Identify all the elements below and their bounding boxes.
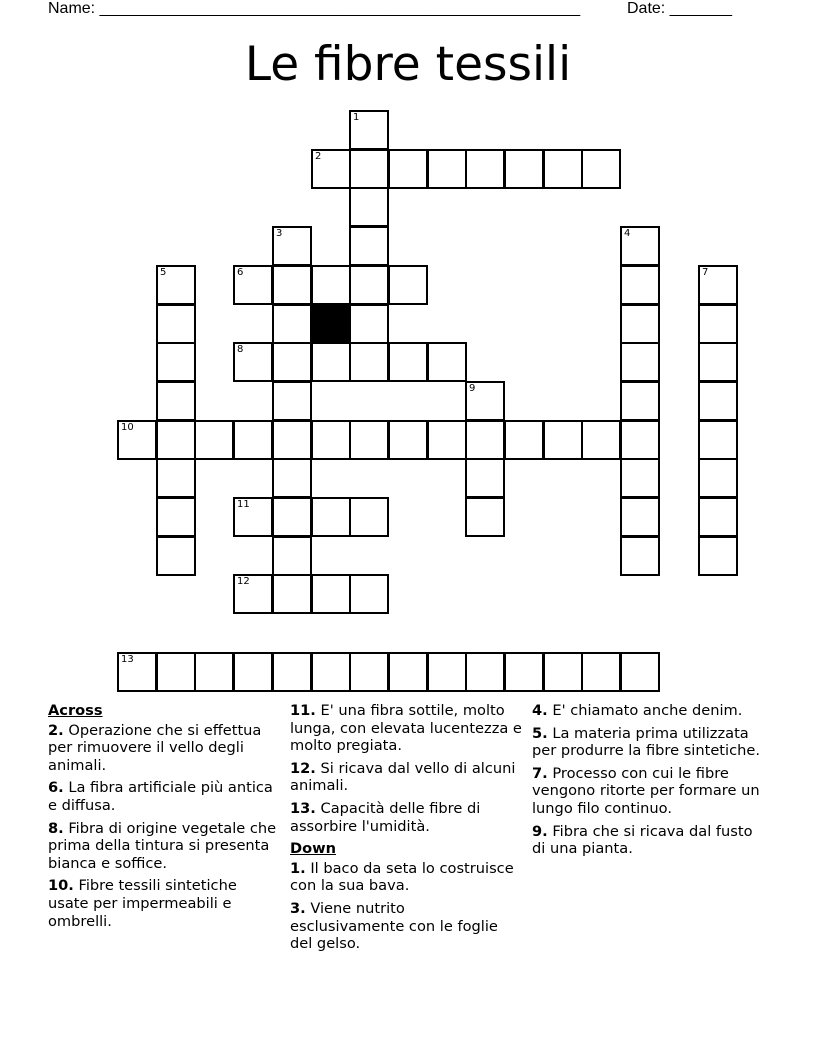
grid-cell[interactable] xyxy=(311,574,351,614)
clue-item-text: La fibra artificiale più antica e diffusa. xyxy=(48,779,273,814)
grid-cell[interactable] xyxy=(620,265,660,305)
clue-item-number: 1. xyxy=(290,859,306,877)
grid-cell[interactable] xyxy=(698,497,738,537)
grid-cell[interactable] xyxy=(194,420,234,460)
grid-cell[interactable] xyxy=(272,342,312,382)
grid-cell[interactable] xyxy=(233,652,273,692)
clue-item-text: E' una fibra sottile, molto lunga, con elevata lucentezza e molto pregiata. xyxy=(290,702,522,755)
grid-cell[interactable] xyxy=(272,420,312,460)
grid-cell[interactable] xyxy=(465,652,505,692)
grid-cell[interactable] xyxy=(233,574,273,614)
clue-item xyxy=(290,900,522,953)
grid-cell[interactable] xyxy=(156,497,196,537)
grid-cell[interactable] xyxy=(349,110,389,150)
grid-cell[interactable] xyxy=(427,342,467,382)
grid-cell[interactable] xyxy=(272,458,312,498)
grid-cell[interactable] xyxy=(581,149,621,189)
across-heading: Across xyxy=(48,702,103,719)
clue-item xyxy=(532,725,764,760)
grid-cell[interactable] xyxy=(427,652,467,692)
grid-cell[interactable] xyxy=(388,420,428,460)
down-clues-list-continued xyxy=(532,702,764,858)
clue-item-number: 10. xyxy=(48,877,74,895)
grid-cell[interactable] xyxy=(272,536,312,576)
across-clues-list xyxy=(48,722,280,931)
clue-item xyxy=(290,702,522,755)
grid-cell[interactable] xyxy=(349,304,389,344)
grid-cell[interactable] xyxy=(620,458,660,498)
clue-number: 7 xyxy=(702,267,709,278)
clue-number: 8 xyxy=(237,344,244,355)
grid-cell[interactable] xyxy=(156,342,196,382)
grid-cell[interactable] xyxy=(620,381,660,421)
grid-cell[interactable] xyxy=(311,497,351,537)
date-field-label: Date: _______ xyxy=(627,0,732,17)
grid-cell[interactable] xyxy=(465,458,505,498)
grid-cell[interactable] xyxy=(698,304,738,344)
grid-cell[interactable] xyxy=(427,149,467,189)
clue-item-text: E' chiamato anche denim. xyxy=(547,702,743,719)
clue-number: 11 xyxy=(237,499,250,510)
grid-cell[interactable] xyxy=(311,265,351,305)
clue-item-number: 12. xyxy=(290,759,316,777)
clue-item-text: La materia prima utilizzata per produrre la fibre sintetiche. xyxy=(532,724,760,760)
grid-cell[interactable] xyxy=(349,226,389,266)
page-title: Le fibre tessili xyxy=(244,37,572,92)
clue-item xyxy=(290,860,522,895)
clue-item xyxy=(532,702,764,720)
grid-cell[interactable] xyxy=(698,458,738,498)
clue-item-text: Fibra di origine vegetale che prima della tintura si presenta bianca e soffice. xyxy=(48,819,277,872)
grid-cell[interactable] xyxy=(349,265,389,305)
clue-item xyxy=(48,820,280,873)
grid-cell[interactable] xyxy=(504,149,544,189)
grid-cell[interactable] xyxy=(311,342,351,382)
grid-cell[interactable] xyxy=(117,652,157,692)
clue-item-number: 5. xyxy=(532,724,548,742)
clue-item-number: 8. xyxy=(48,819,64,837)
grid-cell[interactable] xyxy=(465,149,505,189)
grid-cell[interactable] xyxy=(581,652,621,692)
grid-cell[interactable] xyxy=(620,420,660,460)
clue-item xyxy=(290,800,522,835)
name-field-label: Name: ______________________________________________________ xyxy=(48,0,581,17)
clue-number: 9 xyxy=(469,383,476,394)
grid-cell[interactable] xyxy=(272,304,312,344)
grid-cell[interactable] xyxy=(620,342,660,382)
clue-number: 13 xyxy=(121,654,134,665)
grid-cell[interactable] xyxy=(620,226,660,266)
grid-cell[interactable] xyxy=(156,420,196,460)
grid-cell[interactable] xyxy=(233,420,273,460)
clues-column-2 xyxy=(290,702,522,958)
clue-number: 5 xyxy=(160,267,167,278)
grid-cell[interactable] xyxy=(194,652,234,692)
clue-item xyxy=(290,760,522,795)
clues-column-1 xyxy=(48,702,280,935)
clue-item xyxy=(48,877,280,930)
clue-item-text: Il baco da seta lo costruisce con la sua bava. xyxy=(290,859,514,895)
clue-item xyxy=(48,779,280,814)
grid-cell[interactable] xyxy=(272,497,312,537)
grid-cell[interactable] xyxy=(543,149,583,189)
grid-cell[interactable] xyxy=(698,342,738,382)
grid-cell[interactable] xyxy=(349,342,389,382)
clue-number: 12 xyxy=(237,576,250,587)
clue-number: 10 xyxy=(121,422,134,433)
clue-number: 6 xyxy=(237,267,244,278)
clue-item-number: 9. xyxy=(532,822,548,840)
grid-cell[interactable] xyxy=(388,342,428,382)
grid-cell[interactable] xyxy=(543,652,583,692)
grid-cell[interactable] xyxy=(620,652,660,692)
grid-cell[interactable] xyxy=(156,652,196,692)
across-clues-list-continued xyxy=(290,702,522,835)
clue-item-number: 2. xyxy=(48,721,64,739)
grid-cell[interactable] xyxy=(698,420,738,460)
grid-cell[interactable] xyxy=(698,381,738,421)
grid-cell[interactable] xyxy=(349,149,389,189)
blocked-cell xyxy=(311,304,351,344)
grid-cell[interactable] xyxy=(698,536,738,576)
grid-cell[interactable] xyxy=(156,381,196,421)
grid-cell[interactable] xyxy=(349,574,389,614)
grid-cell[interactable] xyxy=(117,420,157,460)
clue-item-number: 13. xyxy=(290,799,316,817)
grid-cell[interactable] xyxy=(233,342,273,382)
clue-number: 1 xyxy=(353,112,360,123)
clue-item xyxy=(532,765,764,818)
grid-cell[interactable] xyxy=(349,420,389,460)
grid-cell[interactable] xyxy=(349,497,389,537)
grid-cell[interactable] xyxy=(156,304,196,344)
grid-cell[interactable] xyxy=(465,381,505,421)
grid-cell[interactable] xyxy=(349,187,389,227)
clue-item xyxy=(48,722,280,775)
grid-cell[interactable] xyxy=(311,149,351,189)
clue-item-text: Operazione che si effettua per rimuovere il vello degli animali. xyxy=(48,721,262,774)
grid-cell[interactable] xyxy=(620,536,660,576)
grid-cell[interactable] xyxy=(156,536,196,576)
grid-cell[interactable] xyxy=(388,652,428,692)
grid-cell[interactable] xyxy=(620,497,660,537)
clue-item-number: 4. xyxy=(532,702,548,719)
grid-cell[interactable] xyxy=(272,265,312,305)
grid-cell[interactable] xyxy=(698,265,738,305)
grid-cell[interactable] xyxy=(233,497,273,537)
grid-cell[interactable] xyxy=(504,420,544,460)
clue-item-text: Fibra che si ricava dal fusto di una pianta. xyxy=(532,822,753,858)
clue-item-number: 6. xyxy=(48,779,64,797)
down-clues-list xyxy=(290,860,522,953)
grid-cell[interactable] xyxy=(620,304,660,344)
grid-cell[interactable] xyxy=(272,381,312,421)
grid-cell[interactable] xyxy=(156,265,196,305)
grid-cell[interactable] xyxy=(388,149,428,189)
clues-column-3 xyxy=(532,702,764,863)
grid-cell[interactable] xyxy=(156,458,196,498)
grid-cell[interactable] xyxy=(465,420,505,460)
clue-item-text: Capacità delle fibre di assorbire l'umidità. xyxy=(290,799,481,835)
grid-cell[interactable] xyxy=(349,652,389,692)
grid-cell[interactable] xyxy=(272,226,312,266)
clue-item-text: Processo con cui le fibre vengono ritorte per formare un lungo filo continuo. xyxy=(532,764,760,817)
clue-item-text: Fibre tessili sintetiche usate per impermeabili e ombrelli. xyxy=(48,877,237,930)
grid-cell[interactable] xyxy=(272,652,312,692)
grid-cell[interactable] xyxy=(543,420,583,460)
clue-item-number: 11. xyxy=(290,702,316,719)
clue-item-number: 3. xyxy=(290,899,306,917)
grid-cell[interactable] xyxy=(388,265,428,305)
clue-number: 2 xyxy=(315,151,322,162)
grid-cell[interactable] xyxy=(311,420,351,460)
clue-item-number: 7. xyxy=(532,764,548,782)
grid-cell[interactable] xyxy=(581,420,621,460)
clue-item xyxy=(532,823,764,858)
grid-cell[interactable] xyxy=(272,574,312,614)
clue-item-text: Si ricava dal vello di alcuni animali. xyxy=(290,759,516,795)
clue-number: 4 xyxy=(624,228,631,239)
down-heading: Down xyxy=(290,840,337,858)
grid-cell[interactable] xyxy=(427,420,467,460)
grid-cell[interactable] xyxy=(465,497,505,537)
clue-number: 3 xyxy=(276,228,283,239)
clue-item-text: Viene nutrito esclusivamente con le foglie del gelso. xyxy=(290,899,498,953)
grid-cell[interactable] xyxy=(311,652,351,692)
grid-cell[interactable] xyxy=(233,265,273,305)
grid-cell[interactable] xyxy=(504,652,544,692)
